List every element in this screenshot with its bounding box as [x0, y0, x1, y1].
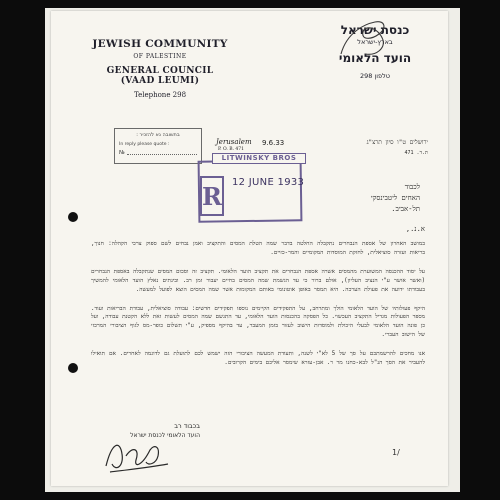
- org-region-en: OF PALESTINE: [133, 53, 187, 60]
- body-paragraph-4: אנו מחכים להרשמתכם על סך של 5 לא"י לשנה, ותעודת המעשה הציבורי הזה ישמש לכם לתועלת גם לדוגמה לאחרים. אם תואילו להעביר את הסך הנ"ל לבא-כחנו מר ר. אבן-עזרא שימסר אליכם בימים הקרובים.: [91, 351, 425, 367]
- english-letterhead: [90, 38, 230, 99]
- reference-number-label: №: [119, 150, 125, 156]
- reference-box-english: In reply please quote :: [119, 142, 170, 147]
- salutation: א.נ.,: [405, 225, 425, 233]
- closing-regards: בכבוד רב: [174, 422, 200, 430]
- reference-box: [114, 128, 202, 164]
- handwritten-signature: [102, 436, 172, 476]
- dateline-city: Jerusalem: [216, 138, 252, 146]
- handwritten-flourish: [335, 14, 395, 66]
- received-date-stamp: 12 JUNE 1933: [232, 177, 305, 188]
- body-paragraph-3: היקף פעולותיו של הועד הלאומי הולך ומתרחב, על התפקידים הקיימים נוספו תפקידים חדשים: עבודה סוציאלית, עבודת הבריאות ועוד. מספר הפעולות מגדיל התקציב העכשוי. כל הפסקה בהכנסות הועד הלאומי, עד התגשם שמה המסים לעשות זאת ללא הקטנת עבודה, ועל כן פונה הועד הלאומי לבעלי היכולת ולמוסדות הישוב לעזור בזמן המעבר, עד בהיקף מספיק, ע"י תשלום כופר-מס לגוף הציבורי המרכזי של הישוב העברי.: [91, 305, 425, 339]
- registered-letter-stamp: R: [200, 176, 224, 216]
- org-name-he: כנסת ישראל: [340, 23, 410, 37]
- reference-box-hebrew: בתשובה נא להזכיר :: [136, 132, 180, 138]
- body-paragraph-1: במושב האחרון של אספת הנבחרים נתקבלה החלטה בדבר שמה הטלת המסים והתקציב ואמן נבחים לשם ספוק צרכי הקהלה: חנוך, בריאות ועזרה סוציאלית, לחזקת המוסדות המקומיים והמר-כזיים.: [91, 241, 425, 256]
- firm-stamp: LITWINSKY BROS: [212, 153, 306, 164]
- addressee-line1: לכבוד: [404, 183, 420, 191]
- org-region-he: בארץ-ישראל: [357, 38, 393, 46]
- addressee-block: [371, 182, 420, 215]
- dateline-pobox: P. O. B. 471: [218, 147, 245, 152]
- body-paragraph-2: על יסוד ההכנסה המשוערת מהמסים אשרה אספת הנבחרים את תקציב הועד הלאומי. תקציב זה וסכום המסים שנתקבלה באספת הנבחרים (ואשר אושר ע"י הנציב העליון), אולם ברור כי עד הגשמת שמה המסים בחיים יעבור זמן רב. ובינתים נאלץ הועד הלאומי להמשיך בעבודתו ידועה את פעולת הערכה. היא תמסר באופן אוטונומי באותם המקומות אשר שמה המסים הוצא לפועל למעשה.: [91, 268, 425, 293]
- telephone-he: טלפון 298: [360, 72, 390, 80]
- hebrew-dateline-line1: ירושלים ט"ו סיון תרצ"ג: [366, 139, 428, 146]
- hebrew-dateline-line2: ת.ד. 471: [404, 150, 428, 156]
- dateline-date: 9.6.33: [262, 139, 285, 147]
- telephone-en: Telephone 298: [133, 91, 187, 99]
- org-name-en: JEWISH COMMUNITY: [92, 38, 228, 50]
- binder-hole-top: [68, 212, 78, 222]
- reference-number-line: [127, 154, 197, 155]
- binder-hole-bottom: [68, 363, 78, 373]
- council-name-he: הועד הלאומי: [338, 51, 412, 65]
- page-mark: 1/: [392, 448, 400, 457]
- letter-body: [91, 240, 425, 378]
- addressee-line3: תל-אביב.: [391, 205, 420, 213]
- closing-signatory: הועד הלאומי לכנסת ישראל: [130, 432, 200, 439]
- addressee-line2: האחים ליטבינסקי: [370, 194, 420, 202]
- council-name-en: GENERAL COUNCIL (VAAD LEUMI): [106, 66, 214, 86]
- hebrew-dateline: [367, 137, 428, 159]
